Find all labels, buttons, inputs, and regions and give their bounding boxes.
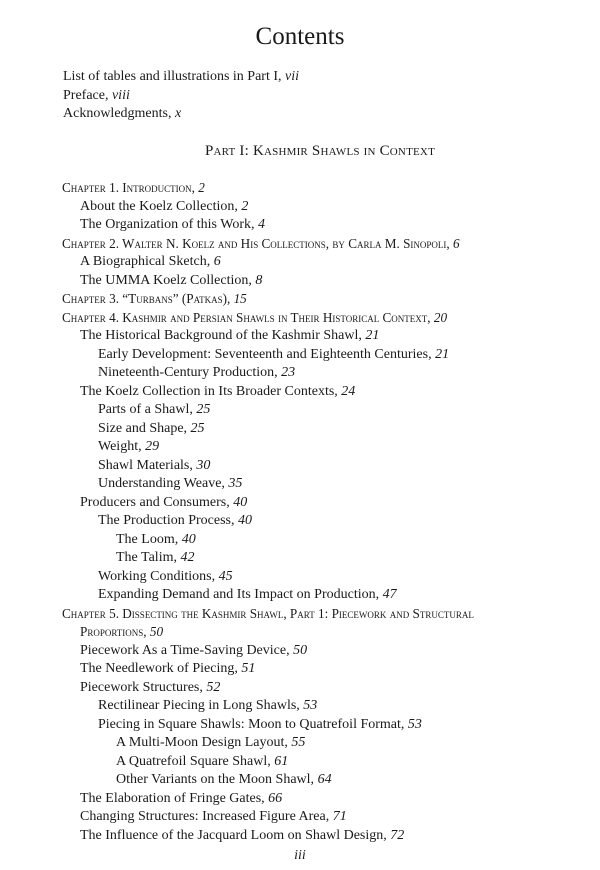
- toc-entry-title: A Biographical Sketch,: [80, 254, 214, 269]
- page-number: 40: [233, 494, 248, 510]
- toc-entry-title: The Organization of this Work,: [80, 217, 258, 232]
- page-folio: iii: [294, 848, 306, 863]
- toc-section-entry: [62, 253, 592, 272]
- page-number: 50: [149, 624, 164, 639]
- page-number: 6: [453, 235, 460, 251]
- page-number: 24: [341, 383, 356, 399]
- toc-chapter-entry: [62, 309, 592, 328]
- toc-entry-title: Working Conditions,: [98, 568, 219, 584]
- toc-section-entry: [62, 420, 592, 439]
- toc-entry-title: The Historical Background of the Kashmir Shawl,: [80, 328, 366, 343]
- toc-entry-title: Parts of a Shawl,: [98, 402, 197, 417]
- toc-entry-title: Producers and Consumers,: [80, 494, 234, 510]
- toc-entry-title: The Loom,: [116, 531, 182, 547]
- page-number: 40: [181, 531, 196, 547]
- page-number: 23: [281, 365, 296, 380]
- toc-section-entry: [62, 771, 592, 790]
- page-number: 29: [145, 439, 160, 454]
- toc-section-entry: [62, 475, 592, 494]
- toc-entry-title: The Production Process,: [98, 513, 238, 528]
- toc-section-entry: [62, 327, 592, 346]
- front-matter-item: Preface, viii: [63, 87, 130, 103]
- toc-section-entry: [62, 383, 592, 402]
- toc-entry-title: The UMMA Koelz Collection,: [80, 272, 256, 288]
- page-number: 30: [196, 457, 211, 473]
- toc-chapter-entry: [62, 605, 592, 624]
- part-heading: Part I: Kashmir Shawls in Context: [205, 143, 435, 159]
- toc-section-entry: [62, 679, 592, 698]
- page-number: 71: [332, 809, 347, 824]
- toc-chapter-entry: [62, 290, 592, 309]
- toc-section-entry: [62, 272, 592, 291]
- toc-entry-title: The Talim,: [116, 550, 181, 565]
- page-number: vii: [285, 69, 300, 84]
- page-number: 25: [196, 402, 211, 417]
- page-number: 40: [237, 513, 252, 528]
- toc-section-entry: [62, 198, 592, 217]
- page-number: 25: [190, 420, 205, 436]
- page-number: 2: [241, 198, 249, 214]
- page-number: 42: [180, 550, 195, 565]
- toc-section-entry: [62, 531, 592, 550]
- toc-entry-title: Early Development: Seventeenth and Eighteenth Centuries,: [98, 346, 436, 362]
- toc-entry-title: Chapter 1. Introduction,: [62, 180, 199, 195]
- page-number: viii: [111, 87, 130, 103]
- toc-section-entry: [62, 808, 592, 827]
- page-number: 53: [407, 716, 422, 732]
- toc-section-entry: [62, 457, 592, 476]
- page-number: 47: [382, 587, 397, 602]
- toc-entry-title: Understanding Weave,: [98, 476, 229, 491]
- toc-entry-title: Piecing in Square Shawls: Moon to Quatrefoil Format,: [98, 716, 408, 732]
- page-number: 45: [218, 568, 233, 584]
- toc-entry-title: Changing Structures: Increased Figure Area,: [80, 809, 333, 824]
- toc-section-entry: [62, 716, 592, 735]
- page-number: x: [174, 106, 182, 121]
- toc-entry-title: Nineteenth-Century Production,: [98, 365, 282, 380]
- page-title: Contents: [255, 23, 345, 50]
- toc-entry-title: Expanding Demand and Its Impact on Production,: [98, 587, 383, 602]
- page-number: 21: [435, 346, 450, 362]
- page-number: 8: [255, 272, 263, 288]
- toc-chapter-entry: [62, 235, 592, 254]
- toc-entry-title: Rectilinear Piecing in Long Shawls,: [98, 698, 304, 713]
- front-matter-list: [63, 68, 299, 124]
- page-number: 21: [365, 328, 380, 343]
- toc-section-entry: [62, 549, 592, 568]
- toc-entry-title: Other Variants on the Moon Shawl,: [116, 772, 318, 787]
- toc-section-entry: [62, 401, 592, 420]
- page-number: 66: [268, 790, 283, 806]
- toc-entry-title: Chapter 2. Walter N. Koelz and His Collections, by Carla M. Sinopoli,: [62, 235, 454, 251]
- front-matter-item: List of tables and illustrations in Part I, vii: [63, 69, 300, 84]
- toc-entry-title: The Influence of the Jacquard Loom on Shawl Design,: [80, 827, 391, 843]
- toc-entry-title: Chapter 3. “Turbans” (Patkas),: [62, 291, 234, 306]
- toc-entry-title: Weight,: [98, 439, 146, 454]
- toc-entry-title: The Elaboration of Fringe Gates,: [80, 790, 269, 806]
- page-number: 20: [433, 309, 448, 325]
- page-number: 4: [258, 217, 265, 232]
- toc-section-entry: [62, 364, 592, 383]
- toc-section-entry: [62, 642, 592, 661]
- toc-section-entry: [62, 623, 592, 642]
- toc-section-entry: [62, 586, 592, 605]
- toc-entry-title: Piecework As a Time-Saving Device,: [80, 642, 294, 658]
- page-number: 61: [274, 753, 289, 769]
- toc-section-entry: [62, 438, 592, 457]
- page-number: 64: [317, 772, 332, 787]
- toc-section-entry: [62, 790, 592, 809]
- page-number: 52: [206, 679, 221, 695]
- page-number: 53: [303, 698, 318, 713]
- toc-entry-title: Proportions,: [80, 624, 150, 639]
- table-of-contents: [62, 179, 592, 845]
- toc-section-entry: [62, 568, 592, 587]
- toc-section-entry: [62, 512, 592, 531]
- page-number: 72: [390, 827, 405, 843]
- toc-section-entry: [62, 660, 592, 679]
- toc-entry-title: Chapter 4. Kashmir and Persian Shawls in Their Historical Context,: [62, 309, 434, 325]
- toc-entry-title: Piecework Structures,: [80, 679, 207, 695]
- toc-section-entry: [62, 216, 592, 235]
- page-number: 35: [228, 476, 243, 491]
- toc-entry-title: The Needlework of Piecing,: [80, 661, 242, 676]
- toc-entry-title: Chapter 5. Dissecting the Kashmir Shawl, Part 1: Piecework and Structural: [62, 605, 474, 621]
- toc-section-entry: [62, 753, 592, 772]
- toc-entry-title: A Multi-Moon Design Layout,: [116, 735, 292, 750]
- toc-section-entry: [62, 697, 592, 716]
- toc-section-entry: [62, 734, 592, 753]
- toc-chapter-entry: [62, 179, 592, 198]
- page-number: 2: [198, 180, 205, 195]
- toc-section-entry: [62, 827, 592, 846]
- toc-entry-title: The Koelz Collection in Its Broader Contexts,: [80, 383, 342, 399]
- toc-entry-title: Shawl Materials,: [98, 457, 197, 473]
- toc-section-entry: [62, 346, 592, 365]
- front-matter-item: Acknowledgments, x: [63, 106, 182, 121]
- page-number: 6: [213, 254, 221, 269]
- toc-entry-title: A Quatrefoil Square Shawl,: [116, 753, 275, 769]
- page-number: 51: [241, 661, 256, 676]
- toc-entry-title: About the Koelz Collection,: [80, 198, 242, 214]
- page-number: 15: [233, 291, 247, 306]
- toc-entry-title: Size and Shape,: [98, 420, 191, 436]
- page-number: 50: [293, 642, 308, 658]
- toc-section-entry: [62, 494, 592, 513]
- page-number: 55: [291, 735, 306, 750]
